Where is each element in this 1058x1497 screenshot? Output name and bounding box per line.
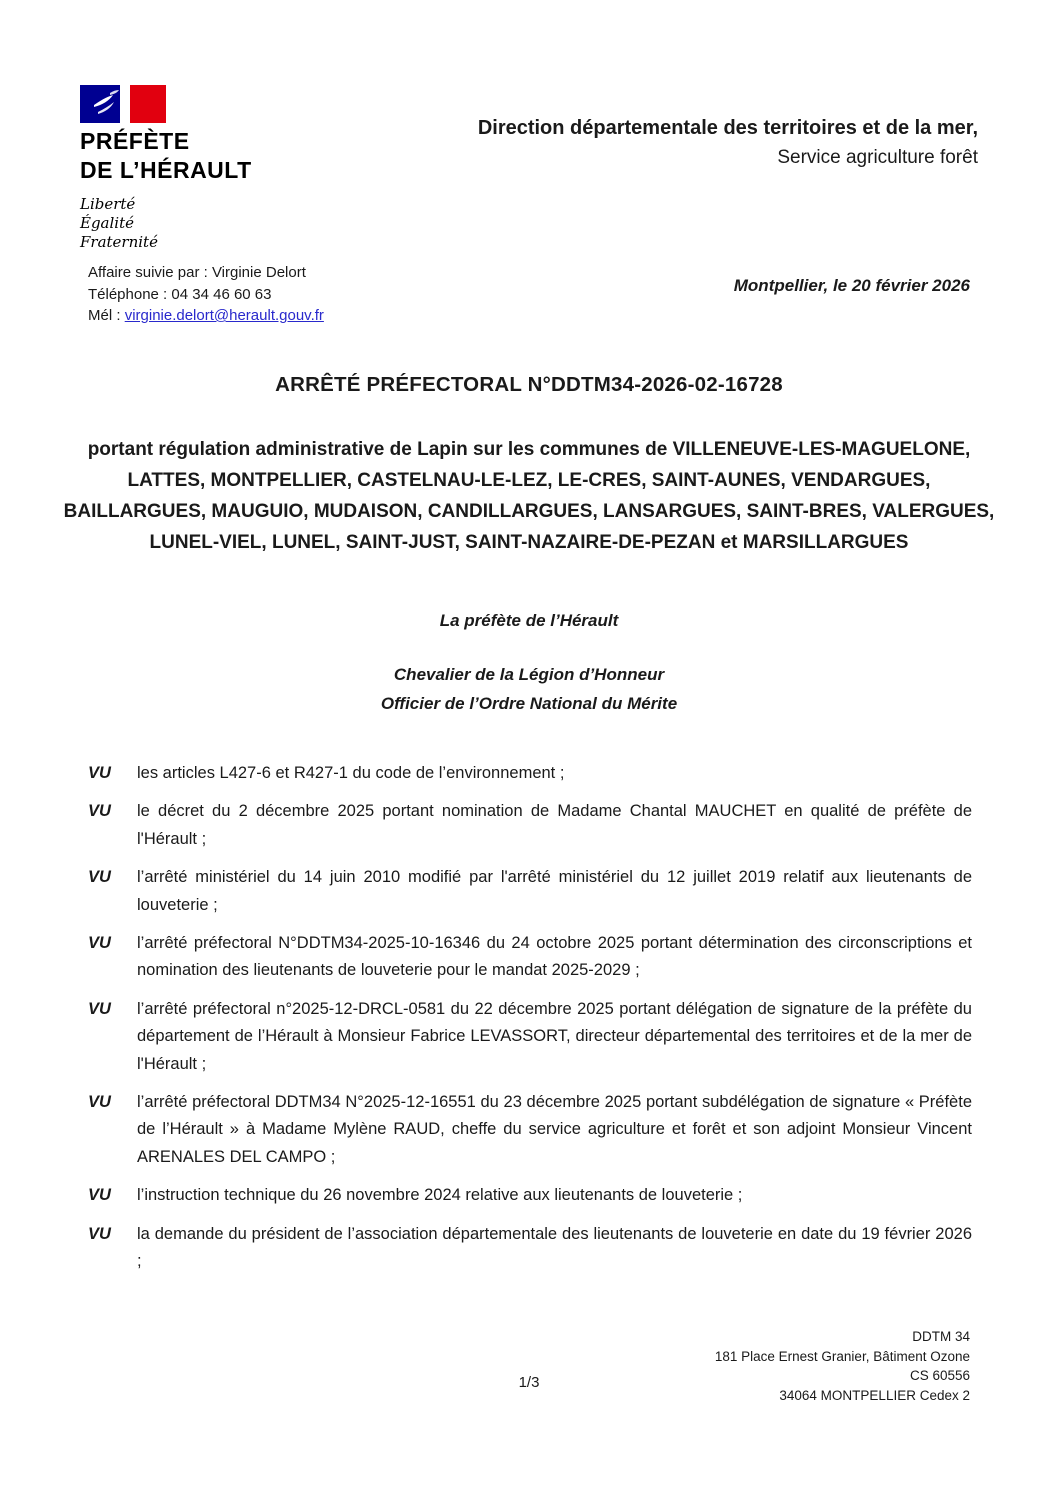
- institution-line1: PRÉFÈTE: [80, 128, 190, 154]
- vu-text: l’instruction technique du 26 novembre 2024 relative aux lieutenants de louveterie ;: [137, 1186, 743, 1205]
- vu-text: le décret du 2 décembre 2025 portant nomination de Madame Chantal MAUCHET en qualité de préfète de l'Hérault ;: [137, 802, 972, 848]
- issuing-service-header: [478, 114, 978, 172]
- decree-title: ARRÊTÉ PRÉFECTORAL N°DDTM34-2026-02-16728: [275, 373, 783, 396]
- vu-text: l’arrêté ministériel du 14 juin 2010 modifié par l'arrêté ministériel du 12 juillet 2019 relatif aux lieutenants de louveterie ;: [137, 868, 972, 914]
- vu-text: l’arrêté préfectoral n°2025-12-DRCL-0581 du 22 décembre 2025 portant délégation de signature de la préfète du département de l’Hérault à Monsieur Fabrice LEVASSORT, directeur départemental des territoires et de la mer de l'Hérault ;: [137, 999, 972, 1073]
- authority-honor-1: Chevalier de la Légion d’Honneur: [393, 665, 665, 684]
- vu-list: [88, 760, 972, 1287]
- national-motto: [80, 195, 340, 252]
- footer-address: [715, 1327, 970, 1405]
- place-and-date: Montpellier, le 20 février 2026: [733, 276, 970, 295]
- vu-label: VU: [88, 1093, 111, 1112]
- vu-label: VU: [88, 934, 111, 953]
- authority-honors: [0, 661, 1058, 718]
- service-name: Service agriculture forêt: [777, 147, 978, 168]
- vu-label: VU: [88, 764, 111, 782]
- footer-address-line1: DDTM 34: [912, 1329, 970, 1344]
- contact-block: [88, 262, 324, 327]
- vu-text: l’arrêté préfectoral DDTM34 N°2025-12-16551 du 23 décembre 2025 portant subdélégation de signature « Préfète de l’Hérault » à Madame Mylène RAUD, cheffe du service agriculture et forêt et son adjoint Monsieur Vincent ARENALES DEL CAMPO ;: [137, 1093, 972, 1166]
- footer-address-line3: CS 60556: [909, 1368, 970, 1383]
- authority-title: La préfète de l’Hérault: [439, 611, 619, 630]
- contact-person: Affaire suivie par : Virginie Delort: [88, 264, 306, 281]
- vu-text: l’arrêté préfectoral N°DDTM34-2025-10-16346 du 24 octobre 2025 portant détermination des circonscriptions et nomination des lieutenants de louveterie pour le mandat 2025-2029 ;: [137, 934, 972, 980]
- footer-address-line4: 34064 MONTPELLIER Cedex 2: [779, 1387, 970, 1403]
- motto-egalite: Égalité: [80, 214, 134, 232]
- vu-item: [88, 864, 972, 919]
- footer-address-line2: 181 Place Ernest Granier, Bâtiment Ozone: [714, 1348, 970, 1364]
- vu-text: les articles L427-6 et R427-1 du code de l’environnement ;: [137, 764, 565, 782]
- vu-label: VU: [88, 999, 111, 1018]
- vu-item: [88, 1089, 972, 1171]
- direction-name: Direction départementale des territoires et de la mer,: [477, 117, 978, 139]
- vu-label: VU: [88, 1224, 111, 1243]
- institution-name: [80, 127, 340, 185]
- decree-subject: portant régulation administrative de Lapin sur les communes de VILLENEUVE-LES-MAGUELONE, LATTES, MONTPELLIER, CASTELNAU-LE-LEZ, LE-CRES, SAINT-AUNES, VENDARGUES, BAILLARGUES, MAUGUIO, MUDAISON, CANDILLARGUES, LANSARGUES, SAINT-BRES, VALERGUES, LUNEL-VIEL, LUNEL, SAINT-JUST, SAINT-NAZAIRE-DE-PEZAN et MARSILLARGUES: [63, 439, 995, 553]
- vu-item: [88, 1182, 972, 1209]
- motto-liberte: Liberté: [80, 195, 136, 213]
- french-flag-marianne-icon: [80, 85, 166, 123]
- vu-label: VU: [88, 868, 111, 887]
- authority-honor-2: Officier de l’Ordre National du Mérite: [380, 693, 678, 713]
- vu-label: VU: [88, 802, 111, 821]
- page-number: 1/3: [518, 1374, 540, 1391]
- vu-item: [88, 798, 972, 853]
- email-label: Mél :: [88, 307, 125, 324]
- institution-line2: DE L’HÉRAULT: [80, 157, 252, 183]
- email-link[interactable]: virginie.delort@herault.gouv.fr: [124, 307, 324, 324]
- vu-item: [88, 760, 972, 787]
- vu-item: [88, 996, 972, 1078]
- contact-phone: Téléphone : 04 34 46 60 63: [88, 285, 272, 303]
- prefecture-logo-block: [80, 85, 340, 252]
- motto-fraternite: Fraternité: [80, 233, 158, 251]
- contact-email-line: [88, 305, 324, 327]
- vu-label: VU: [88, 1186, 111, 1205]
- vu-text: la demande du président de l’association départementale des lieutenants de louveterie en date du 19 février 2026 ;: [137, 1224, 972, 1271]
- vu-item: [88, 1221, 972, 1276]
- vu-item: [88, 930, 972, 985]
